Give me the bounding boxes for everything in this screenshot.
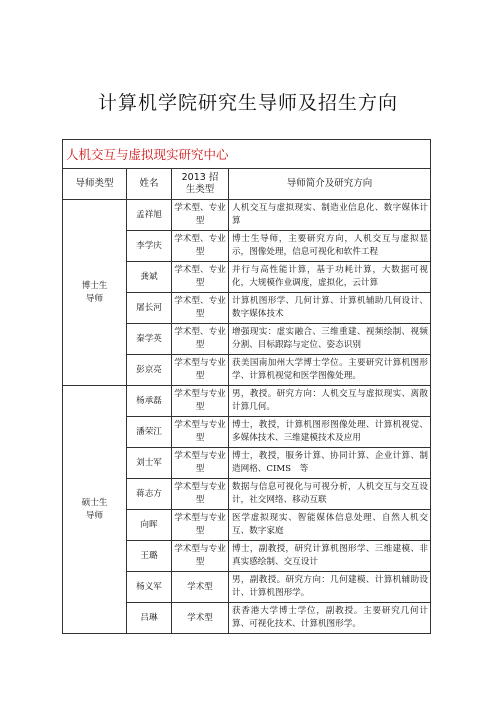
name-cell: 孟祥旭 (127, 200, 172, 231)
name-cell: 彭京亮 (127, 355, 172, 386)
category-cell: 学术型、专业型 (172, 231, 229, 262)
header-enroll: 2013 招生类型 (172, 169, 229, 200)
category-cell: 学术型与专业型 (172, 448, 229, 479)
desc-cell: 男，教授。研究方向：人机交互与虚拟现实、离散计算几何。 (229, 386, 431, 417)
header-type: 导师类型 (63, 169, 127, 200)
category-cell: 学术型、专业型 (172, 200, 229, 231)
section-row (63, 140, 431, 169)
name-cell: 蒋志方 (127, 479, 172, 510)
desc-cell: 人机交互与虚拟现实、制造业信息化、数字媒体计算 (229, 200, 431, 231)
desc-cell: 医学虚拟现实、智能媒体信息处理、自然人机交互、数字家庭 (229, 510, 431, 541)
name-cell: 杨承磊 (127, 386, 172, 417)
header-row (63, 169, 431, 200)
desc-cell: 获美国南加州大学博士学位。主要研究计算机图形学、计算机视觉和医学图像处理。 (229, 355, 431, 386)
name-cell: 潘荣江 (127, 417, 172, 448)
category-cell: 学术型与专业型 (172, 510, 229, 541)
desc-cell: 增强现实：虚实融合、三维重建、视频绘制、视频分割、目标跟踪与定位、姿态识别 (229, 324, 431, 355)
name-cell: 李学庆 (127, 231, 172, 262)
category-cell: 学术型、专业型 (172, 262, 229, 293)
name-cell: 秦学英 (127, 324, 172, 355)
desc-cell: 并行与高性能计算，基于功耗计算，大数据可视化，大规模作业调度，虚拟化，云计算 (229, 262, 431, 293)
group-label-phd: 博士生导师 (63, 200, 127, 386)
desc-cell: 博士，教授，服务计算、协同计算、企业计算、制造网格、CIMS 等 (229, 448, 431, 479)
name-cell: 吕琳 (127, 603, 172, 634)
header-desc: 导师简介及研究方向 (229, 169, 431, 200)
name-cell: 龚斌 (127, 262, 172, 293)
category-cell: 学术型 (172, 572, 229, 603)
desc-cell: 计算机图形学、几何计算、计算机辅助几何设计、数字媒体技术 (229, 293, 431, 324)
name-cell: 王璐 (127, 541, 172, 572)
table-row (63, 200, 431, 231)
header-name: 姓名 (127, 169, 172, 200)
group-label-master: 硕士生导师 (63, 386, 127, 634)
desc-cell: 博士生导师，主要研究方向，人机交互与虚拟显示，图像处理，信息可视化和软件工程 (229, 231, 431, 262)
category-cell: 学术型与专业型 (172, 479, 229, 510)
name-cell: 屠长河 (127, 293, 172, 324)
category-cell: 学术型与专业型 (172, 386, 229, 417)
category-cell: 学术型、专业型 (172, 293, 229, 324)
section-title: 人机交互与虚拟现实研究中心 (63, 140, 431, 169)
category-cell: 学术型、专业型 (172, 324, 229, 355)
table-row (63, 386, 431, 417)
desc-cell: 男，副教授。研究方向：几何建模、计算机辅助设计、计算机图形学。 (229, 572, 431, 603)
desc-cell: 博士，教授，计算机图形图像处理、计算机视觉、多媒体技术、三维建模技术及应用 (229, 417, 431, 448)
category-cell: 学术型 (172, 603, 229, 634)
name-cell: 刘士军 (127, 448, 172, 479)
desc-cell: 博士，副教授，研究计算机图形学、三维建模、非真实感绘制、交互设计 (229, 541, 431, 572)
desc-cell: 数据与信息可视化与可视分析，人机交互与交互设计，社交网络、移动互联 (229, 479, 431, 510)
category-cell: 学术型与专业型 (172, 417, 229, 448)
name-cell: 杨义军 (127, 572, 172, 603)
category-cell: 学术型与专业型 (172, 355, 229, 386)
category-cell: 学术型与专业型 (172, 541, 229, 572)
supervisor-table (62, 139, 431, 634)
name-cell: 向晖 (127, 510, 172, 541)
page-title: 计算机学院研究生导师及招生方向 (97, 92, 398, 114)
desc-cell: 获香港大学博士学位，副教授。主要研究几何计算、可视化技术、计算机图形学。 (229, 603, 431, 634)
